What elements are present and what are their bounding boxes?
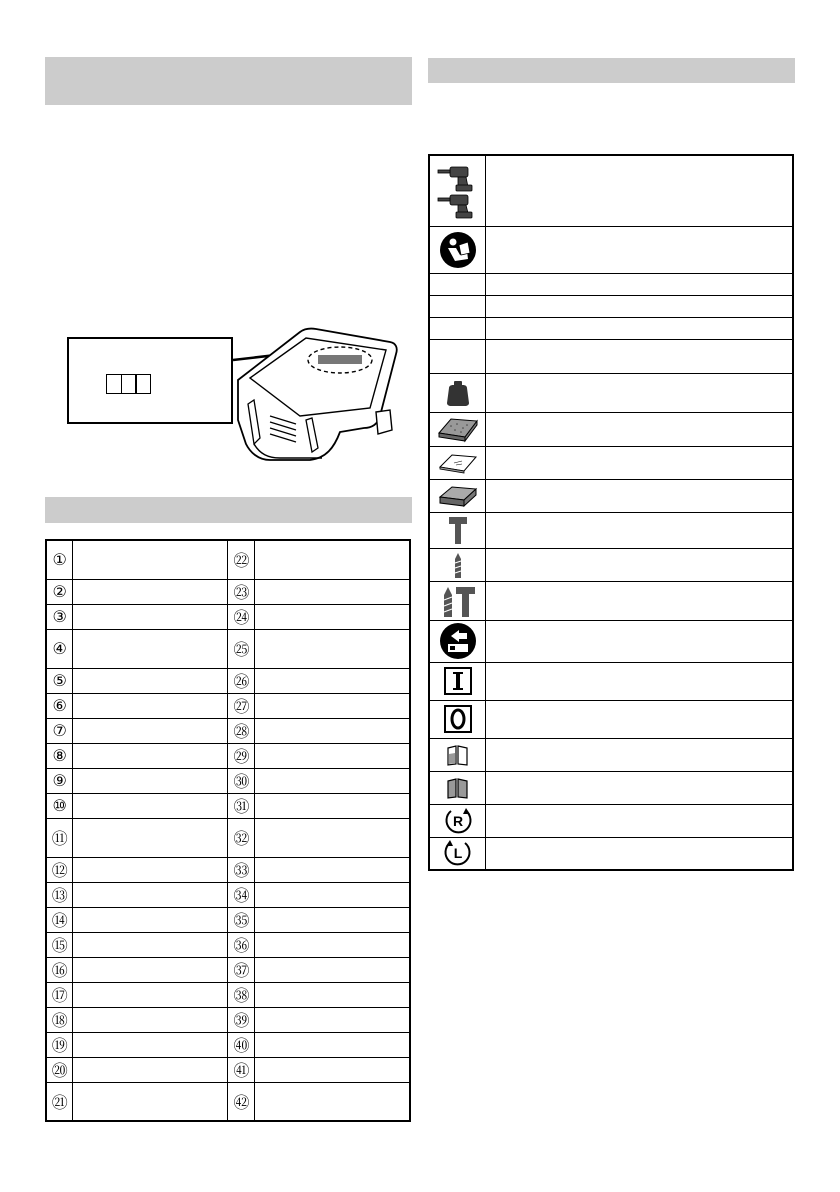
part-number: ㊲ <box>228 957 255 982</box>
part-name-cell <box>255 857 410 882</box>
symbol-description <box>486 273 793 295</box>
symbol-row <box>429 373 793 412</box>
part-number: ㉚ <box>228 768 255 793</box>
part-number: ㉛ <box>228 793 255 818</box>
parts-row <box>46 768 410 793</box>
symbol-description <box>486 446 793 479</box>
part-name-cell <box>73 957 228 982</box>
part-name-cell <box>73 932 228 957</box>
switch-off-icon <box>429 700 486 738</box>
symbol-row <box>429 226 793 273</box>
parts-row <box>46 718 410 743</box>
battery-low-icon <box>445 742 471 768</box>
switch-off-icon <box>443 704 473 734</box>
parts-row <box>46 932 410 957</box>
parts-row <box>46 907 410 932</box>
part-number: ① <box>46 540 73 579</box>
parts-row <box>46 1082 410 1121</box>
parts-row <box>46 882 410 907</box>
part-number: ㉖ <box>228 668 255 693</box>
part-name-cell <box>73 1082 228 1121</box>
part-number: ⑫ <box>46 857 73 882</box>
part-name-cell <box>255 982 410 1007</box>
rotation-right-icon <box>429 804 486 837</box>
part-number: ㊷ <box>228 1082 255 1121</box>
part-name-cell <box>73 629 228 668</box>
symbol-description <box>486 738 793 771</box>
parts-row <box>46 668 410 693</box>
symbol-description <box>486 512 793 548</box>
symbol-description <box>486 373 793 412</box>
symbol-row <box>429 412 793 446</box>
parts-row <box>46 629 410 668</box>
part-number: ⑮ <box>46 932 73 957</box>
part-number: ㉑ <box>46 1082 73 1121</box>
parts-row <box>46 982 410 1007</box>
symbol-cell <box>429 339 486 373</box>
battery-pack-icon <box>230 320 405 465</box>
parts-row <box>46 818 410 857</box>
symbol-row <box>429 771 793 804</box>
part-name-cell <box>255 882 410 907</box>
symbol-description <box>486 771 793 804</box>
part-number: ㉜ <box>228 818 255 857</box>
part-name-cell <box>73 668 228 693</box>
part-name-cell <box>255 1007 410 1032</box>
part-number: ㉞ <box>228 882 255 907</box>
symbol-row <box>429 446 793 479</box>
svg-text:R: R <box>452 812 463 829</box>
battery-charged-icon <box>429 771 486 804</box>
part-number: ⑦ <box>46 718 73 743</box>
part-name-cell <box>73 718 228 743</box>
symbol-row <box>429 155 793 226</box>
symbol-description <box>486 155 793 226</box>
parts-row <box>46 693 410 718</box>
part-number: ㉝ <box>228 857 255 882</box>
part-number: ㉟ <box>228 907 255 932</box>
symbol-row <box>429 700 793 738</box>
weight-icon <box>445 379 471 407</box>
part-name-cell <box>255 932 410 957</box>
part-name-cell <box>73 793 228 818</box>
part-name-cell <box>73 1032 228 1057</box>
thin-material-icon <box>438 451 478 475</box>
symbol-description <box>486 295 793 317</box>
symbol-row <box>429 548 793 581</box>
part-name-cell <box>73 768 228 793</box>
part-name-cell <box>255 718 410 743</box>
part-name-cell <box>255 818 410 857</box>
part-number: ㉓ <box>228 579 255 604</box>
part-number: ⑲ <box>46 1032 73 1057</box>
part-name-cell <box>255 693 410 718</box>
part-name-cell <box>255 668 410 693</box>
symbol-row <box>429 738 793 771</box>
symbol-row <box>429 512 793 548</box>
part-number: ㉒ <box>228 540 255 579</box>
svg-text:L: L <box>453 845 462 862</box>
remove-battery-icon <box>439 622 477 660</box>
part-name-cell <box>73 907 228 932</box>
parts-row <box>46 793 410 818</box>
symbol-row <box>429 662 793 700</box>
part-number: ⑨ <box>46 768 73 793</box>
part-name-cell <box>73 818 228 857</box>
part-name-cell <box>255 629 410 668</box>
part-number: ⑭ <box>46 907 73 932</box>
part-name-cell <box>255 957 410 982</box>
part-number: ⑬ <box>46 882 73 907</box>
symbol-description <box>486 837 793 870</box>
parts-row <box>46 579 410 604</box>
part-number: ⑤ <box>46 668 73 693</box>
part-name-cell <box>255 743 410 768</box>
part-number: ⑪ <box>46 818 73 857</box>
part-number: ⑧ <box>46 743 73 768</box>
part-number: ⑰ <box>46 982 73 1007</box>
part-name-cell <box>73 743 228 768</box>
symbol-cell <box>429 295 486 317</box>
symbol-description <box>486 581 793 620</box>
symbol-description <box>486 339 793 373</box>
rotation-left-icon <box>443 838 473 868</box>
part-name-cell <box>73 982 228 1007</box>
symbol-row <box>429 273 793 295</box>
hammer-mode-icon <box>429 512 486 548</box>
part-number: ② <box>46 579 73 604</box>
symbol-row <box>429 317 793 339</box>
symbol-description <box>486 804 793 837</box>
symbol-description <box>486 226 793 273</box>
part-name-cell <box>73 579 228 604</box>
symbol-description <box>486 700 793 738</box>
part-name-cell <box>255 768 410 793</box>
symbol-cell <box>429 317 486 339</box>
part-number: ⑳ <box>46 1057 73 1082</box>
part-number: ㉙ <box>228 743 255 768</box>
part-name-cell <box>255 1082 410 1121</box>
symbols-table <box>428 154 794 871</box>
part-name-cell <box>255 1032 410 1057</box>
parts-row <box>46 743 410 768</box>
parts-row <box>46 857 410 882</box>
parts-table <box>45 539 411 1122</box>
read-manual-icon <box>429 226 486 273</box>
rotary-hammer-icon <box>429 155 486 226</box>
part-number: ⑩ <box>46 793 73 818</box>
drill-hammer-mode-icon <box>439 583 477 619</box>
drill-hammer-mode-icon <box>429 581 486 620</box>
symbol-description <box>486 412 793 446</box>
part-name-cell <box>73 857 228 882</box>
symbol-row <box>429 479 793 512</box>
part-number: ③ <box>46 604 73 629</box>
part-name-cell <box>73 1057 228 1082</box>
part-number: ⑯ <box>46 957 73 982</box>
part-number: ④ <box>46 629 73 668</box>
weight-icon <box>429 373 486 412</box>
symbol-description <box>486 479 793 512</box>
parts-row <box>46 540 410 579</box>
symbol-description <box>486 317 793 339</box>
switch-on-icon <box>443 666 473 696</box>
part-name-cell <box>73 540 228 579</box>
part-number: ㊶ <box>228 1057 255 1082</box>
concrete-block-icon <box>437 415 479 443</box>
symbol-row <box>429 295 793 317</box>
read-manual-icon <box>439 231 477 269</box>
parts-row <box>46 1007 410 1032</box>
symbol-row <box>429 837 793 870</box>
parts-row <box>46 1032 410 1057</box>
drill-bit-icon <box>451 551 465 579</box>
part-name-cell <box>73 882 228 907</box>
part-number: ㉔ <box>228 604 255 629</box>
remove-battery-icon <box>429 620 486 662</box>
rotation-right-icon <box>443 806 473 836</box>
part-name-cell <box>255 793 410 818</box>
rotation-left-icon <box>429 837 486 870</box>
symbol-description <box>486 548 793 581</box>
part-name-cell <box>73 604 228 629</box>
parts-row <box>46 957 410 982</box>
part-name-cell <box>255 540 410 579</box>
symbol-row <box>429 581 793 620</box>
part-number: ㊴ <box>228 1007 255 1032</box>
part-number: ㊵ <box>228 1032 255 1057</box>
part-name-cell <box>255 579 410 604</box>
switch-on-icon <box>429 662 486 700</box>
part-number: ㊱ <box>228 932 255 957</box>
part-number: ⑥ <box>46 693 73 718</box>
battery-charged-icon <box>445 775 471 801</box>
part-name-cell <box>73 1007 228 1032</box>
brick-icon <box>429 479 486 512</box>
parts-row <box>46 1057 410 1082</box>
part-name-cell <box>255 1057 410 1082</box>
part-number: ㊳ <box>228 982 255 1007</box>
hammer-mode-icon <box>446 514 470 546</box>
symbol-description <box>486 620 793 662</box>
concrete-block-icon <box>429 412 486 446</box>
parts-row <box>46 604 410 629</box>
part-name-cell <box>255 604 410 629</box>
part-number: ㉕ <box>228 629 255 668</box>
symbol-row <box>429 804 793 837</box>
battery-low-icon <box>429 738 486 771</box>
part-number: ㉗ <box>228 693 255 718</box>
symbol-row <box>429 620 793 662</box>
part-number: ⑱ <box>46 1007 73 1032</box>
part-name-cell <box>73 693 228 718</box>
symbol-row <box>429 339 793 373</box>
symbol-description <box>486 662 793 700</box>
symbol-cell <box>429 273 486 295</box>
drill-bit-icon <box>429 548 486 581</box>
thin-material-icon <box>429 446 486 479</box>
part-number: ㉘ <box>228 718 255 743</box>
part-name-cell <box>255 907 410 932</box>
rotary-hammer-icon <box>436 163 480 219</box>
brick-icon <box>438 483 478 509</box>
